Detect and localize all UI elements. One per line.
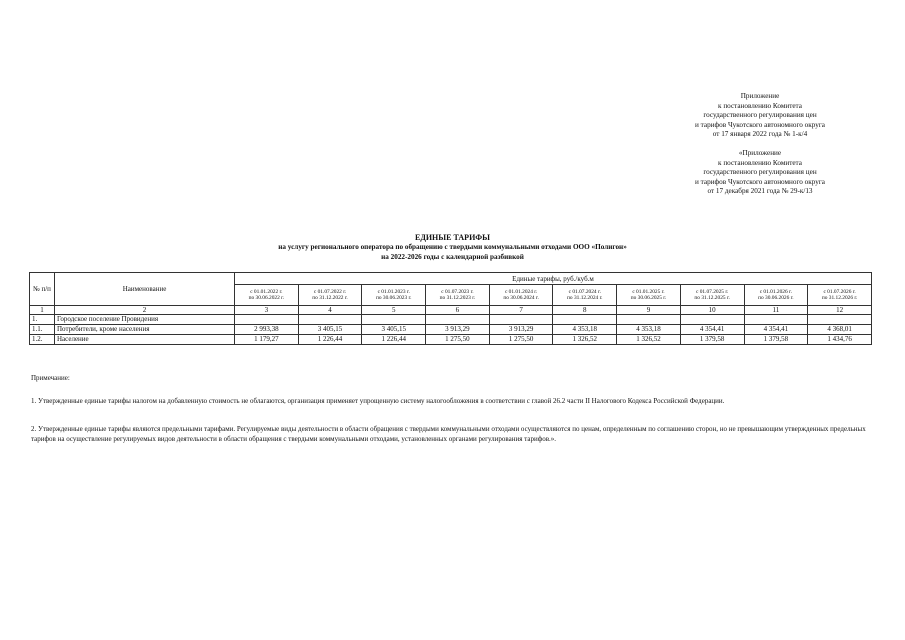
- appendix-block: [640, 92, 880, 197]
- period-header: с 01.07.2026 г. по 31.12.2026 г.: [808, 285, 872, 306]
- period-header: с 01.07.2025 г. по 31.12.2025 г.: [680, 285, 744, 306]
- column-number: 2: [55, 306, 235, 315]
- tariff-cell: 1 179,27: [235, 335, 299, 345]
- row-name: Население: [55, 335, 235, 345]
- title-period: на 2022-2026 годы с календарной разбивкой: [381, 252, 524, 261]
- appendix-prev-line: «Приложение: [738, 148, 782, 157]
- tariff-cell: 1 434,76: [808, 335, 872, 345]
- column-number: 4: [298, 306, 362, 315]
- column-number: 6: [426, 306, 490, 315]
- column-number: 7: [489, 306, 553, 315]
- column-header-number: № п/п: [30, 273, 55, 306]
- column-number: 1: [30, 306, 55, 315]
- title-subtitle: на услугу регионального оператора по обращению с твердыми коммунальными отходами ООО «Полигон»: [278, 243, 627, 251]
- notes-section: [31, 374, 876, 444]
- tariff-cell: 1 326,52: [617, 335, 681, 345]
- table-group-row: [30, 315, 872, 325]
- appendix-prev-line: и тарифов Чукотского автономного округа: [695, 177, 825, 186]
- notes-heading: Примечание:: [31, 374, 70, 382]
- tariff-cell: 4 354,41: [680, 325, 744, 335]
- column-number-row: [30, 306, 872, 315]
- column-number: 3: [235, 306, 299, 315]
- tariff-cell: 2 993,38: [235, 325, 299, 335]
- appendix-prev-line: к постановлению Комитета: [718, 158, 802, 167]
- table-row: [30, 335, 872, 345]
- column-number: 8: [553, 306, 617, 315]
- tariff-cell: 4 368,01: [808, 325, 872, 335]
- row-number: 1.: [30, 315, 55, 325]
- tariff-cell: 1 226,44: [362, 335, 426, 345]
- tariff-cell: 4 354,41: [744, 325, 808, 335]
- tariff-cell: 1 275,50: [426, 335, 490, 345]
- row-name: Потребители, кроме населения: [55, 325, 235, 335]
- tariff-cell: 4 353,18: [617, 325, 681, 335]
- tariff-cell: 1 275,50: [489, 335, 553, 345]
- table-row: [30, 325, 872, 335]
- period-header: с 01.01.2024 г. по 30.06.2024 г.: [489, 285, 553, 306]
- group-name: Городское поселение Провидения: [55, 315, 235, 325]
- appendix-prev-line: от 17 декабря 2021 года № 29-к/13: [707, 187, 813, 196]
- column-number: 9: [617, 306, 681, 315]
- tariff-cell: 3 913,29: [489, 325, 553, 335]
- appendix-line: государственного регулирования цен: [703, 111, 817, 120]
- period-header: с 01.01.2023 г. по 30.06.2023 г.: [362, 285, 426, 306]
- period-header: с 01.07.2024 г. по 31.12.2024 г.: [553, 285, 617, 306]
- period-header: с 01.01.2025 г. по 30.06.2025 г.: [617, 285, 681, 306]
- tariff-cell: 3 913,29: [426, 325, 490, 335]
- column-header-tariffs: Единые тарифы, руб./куб.м: [235, 273, 872, 285]
- row-number: 1.1.: [30, 325, 55, 335]
- column-number: 10: [680, 306, 744, 315]
- appendix-line: Приложение: [740, 92, 780, 100]
- document-title: [0, 232, 905, 262]
- period-header: с 01.07.2022 г. по 31.12.2022 г.: [298, 285, 362, 306]
- table-header-row: [30, 273, 872, 285]
- note-item: 2. Утвержденные единые тарифы являются предельными тарифами. Регулируемые виды деятельности в области обращения с твердыми коммунальными отходами осуществляются по ценам, определенным по соглашению сторон, но не превышающим утвержденных предельных тарифов на осуществление регулируемых видов деятельности в области обращения с твердыми коммунальными отходами, установленных органами регулирования тарифов.».: [31, 425, 866, 443]
- tariff-cell: 1 379,58: [680, 335, 744, 345]
- column-number: 11: [744, 306, 808, 315]
- tariff-cell: 3 405,15: [362, 325, 426, 335]
- period-header: с 01.01.2022 г. по 30.06.2022 г.: [235, 285, 299, 306]
- tariff-cell: 4 353,18: [553, 325, 617, 335]
- title-main: ЕДИНЫЕ ТАРИФЫ: [414, 233, 491, 242]
- column-header-name: Наименование: [55, 273, 235, 306]
- column-number: 5: [362, 306, 426, 315]
- row-number: 1.2.: [30, 335, 55, 345]
- column-number: 12: [808, 306, 872, 315]
- period-header: с 01.01.2026 г. по 30.06.2026 г.: [744, 285, 808, 306]
- appendix-prev-line: государственного регулирования цен: [703, 168, 817, 177]
- tariff-cell: 1 379,58: [744, 335, 808, 345]
- appendix-line: к постановлению Комитета: [718, 101, 802, 110]
- tariffs-table: [29, 272, 872, 345]
- tariff-cell: 1 326,52: [553, 335, 617, 345]
- note-item: 1. Утвержденные единые тарифы налогом на добавленную стоимость не облагаются, организация применяет упрощенную систему налогообложения в соответствии с главой 26.2 части II Налогового Кодекса Российской Федерации.: [31, 396, 725, 405]
- tariff-cell: 3 405,15: [298, 325, 362, 335]
- period-header: с 01.07.2023 г. по 31.12.2023 г.: [426, 285, 490, 306]
- tariff-cell: 1 226,44: [298, 335, 362, 345]
- appendix-line: и тарифов Чукотского автономного округа: [695, 120, 825, 129]
- appendix-line: от 17 января 2022 года № 1-к/4: [712, 130, 808, 139]
